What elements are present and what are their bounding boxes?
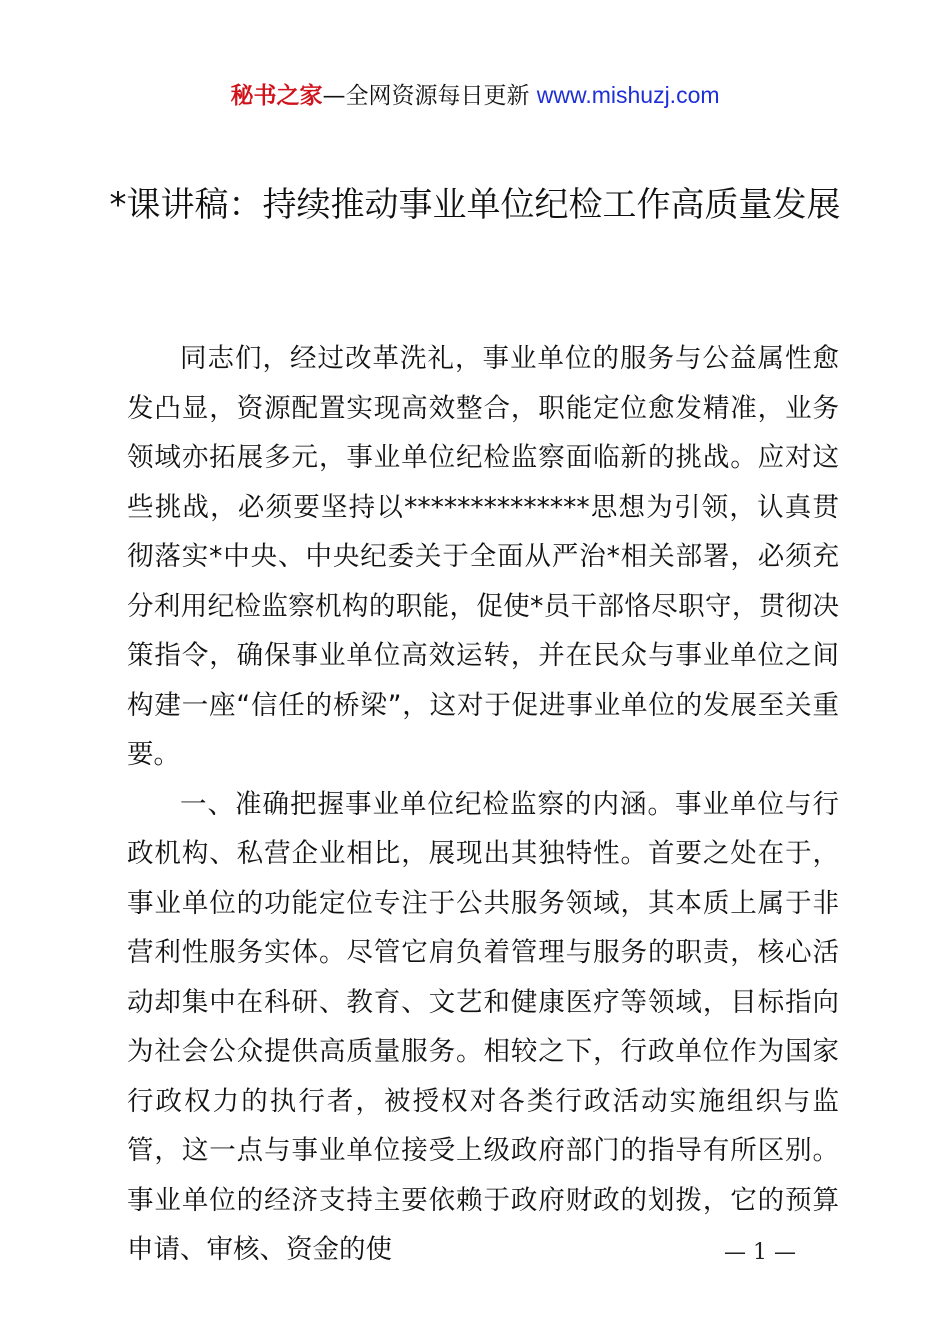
body-paragraph: 一、准确把握事业单位纪检监察的内涵。事业单位与行政机构、私营企业相比，展现出其独特性。首要之处在于，事业单位的功能定位专注于公共服务领域，其本质上属于非营利性服务实体。尽管它肩负着管理与服务的职责，核心活动却集中在科研、教育、文艺和健康医疗等领域，目标指向为社会公众提供高质量服务。相较之下，行政单位作为国家行政权力的执行者，被授权对各类行政活动实施组织与监管，这一点与事业单位接受上级政府部门的指导有所区别。事业单位的经济支持主要依赖于政府财政的划拨，它的预算申请、审核、资金的使 (127, 788, 839, 1265)
site-brand: 秘书之家 (230, 83, 323, 109)
document-body (127, 334, 839, 1275)
body-paragraph: 同志们，经过改革洗礼，事业单位的服务与公益属性愈发凸显，资源配置实现高效整合，职能定位愈发精准，业务领域亦拓展多元，事业单位纪检监察面临新的挑战。应对这些挑战，必须要坚持以**************思想为引领，认真贯彻落实*中央、中央纪委关于全面从严治*相关部署，必须充分利用纪检监察机构的职能，促使*员干部恪尽职守，贯彻决策指令，确保事业单位高效运转，并在民众与事业单位之间构建一座“信任的桥梁”，这对于促进事业单位的发展至关重要。 (127, 343, 839, 770)
site-slogan: —全网资源每日更新 (322, 83, 537, 109)
site-banner (0, 78, 950, 113)
site-url-link[interactable]: www.mishuzj.com (536, 82, 720, 108)
document-title: *课讲稿：持续推动事业单位纪检工作高质量发展 (109, 185, 841, 225)
page-number: — 1 — (724, 1240, 796, 1265)
